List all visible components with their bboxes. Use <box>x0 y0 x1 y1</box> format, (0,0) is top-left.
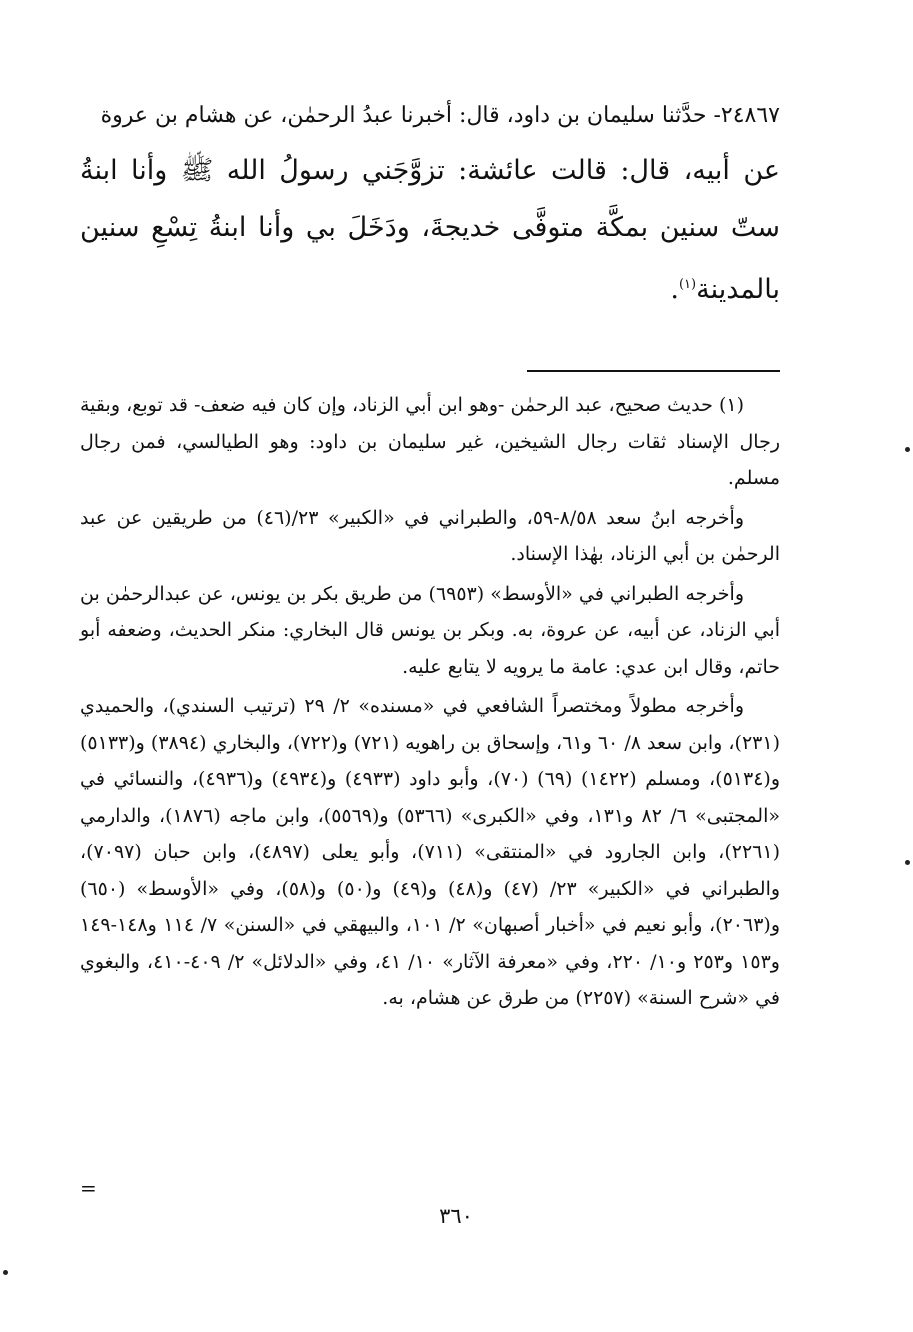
footnotes-section <box>80 387 780 1020</box>
scan-dot <box>905 860 910 865</box>
footnote-separator <box>527 370 780 372</box>
scan-dot <box>3 1270 8 1275</box>
hadith-end-mark: . <box>670 274 679 305</box>
footnote-paragraph: وأخرجه الطبراني في «الأوسط» (٦٩٥٣) من طريق بكر بن يونس، عن عبدالرحمٰن بن أبي الزناد، عن أبيه، عن عروة، به. وبكر بن يونس قال البخاري: منكر الحديث، وضعفه أبو حاتم، وقال ابن عدي: عامة ما يرويه لا يتابع عليه. <box>80 582 780 678</box>
hadith-text: عن أبيه، قال: قالت عائشة: تزوَّجَني رسولُ الله ﷺ وأنا ابنةُ ستّ سنين بمكَّة متوفَّى خديجةَ، ودَخَلَ بي وأنا ابنةُ تِسْعِ سنين بالمدينة <box>80 155 780 305</box>
footnote-paragraph: وأخرجه ابنُ سعد ٨/٥٨-٥٩، والطبراني في «الكبير» ٢٣/(٤٦) من طريقين عن عبد الرحمٰن بن أبي الزناد، بهٰذا الإسناد. <box>80 506 780 565</box>
main-text <box>80 96 780 318</box>
footnote-paragraph: (١) حديث صحيح، عبد الرحمٰن -وهو ابن أبي الزناد، وإن كان فيه ضعف- قد توبع، وبقية رجال الإسناد ثقات رجال الشيخين، غير سليمان بن داود: وهو الطيالسي، فمن رجال مسلم. <box>80 394 780 489</box>
footnote-reference[interactable]: (١) <box>678 277 697 292</box>
footnote-paragraph: وأخرجه مطولاً ومختصراً الشافعي في «مسنده» ٢/ ٢٩ (ترتيب السندي)، والحميدي (٢٣١)، وابن سعد ٨/ ٦٠ و٦١، وإسحاق بن راهويه (٧٢١) و(٧٢٢)، والبخاري (٣٨٩٤) و(٥١٣٣) و(٥١٣٤)، ومسلم (١٤٢٢) (٦٩) (٧٠)، وأبو داود (٤٩٣٣) و(٤٩٣٤) و(٤٩٣٦)، والنسائي في «المجتبى» ٦/ ٨٢ و١٣١، وفي «الكبرى» (٥٣٦٦) و(٥٥٦٩)، وابن ماجه (١٨٧٦)، والدارمي (٢٢٦١)، وابن الجارود في «المنتقى» (٧١١)، وأبو يعلى (٤٨٩٧)، وابن حبان (٧٠٩٧)، والطبراني في «الكبير» ٢٣/ (٤٧) و(٤٨) و(٤٩) و(٥٠) و(٥٨)، وفي «الأوسط» (٦٥٠) و(٢٠٦٣)، وأبو نعيم في «أخبار أصبهان» ٢/ ١٠١، والبيهقي في «السنن» ٧/ ١١٤ و١٤٨-١٤٩ و١٥٣ و٢٥٣ و١٠/ ٢٢٠، وفي «معرفة الآثار» ١٠/ ٤١، وفي «الدلائل» ٢/ ٤٠٩-٤١٠، والبغوي في «شرح السنة» (٢٢٥٧) من طرق عن هشام، به. <box>80 695 781 1009</box>
hadith-chain: ٢٤٨٦٧- حدَّثنا سليمان بن داود، قال: أخبرنا عبدُ الرحمٰن، عن هشام بن عروة <box>100 103 780 128</box>
scan-dot <box>905 447 910 452</box>
hadith-text-block <box>80 142 780 318</box>
continuation-mark: = <box>80 1176 97 1200</box>
page-number: ٣٦٠ <box>439 1204 473 1228</box>
